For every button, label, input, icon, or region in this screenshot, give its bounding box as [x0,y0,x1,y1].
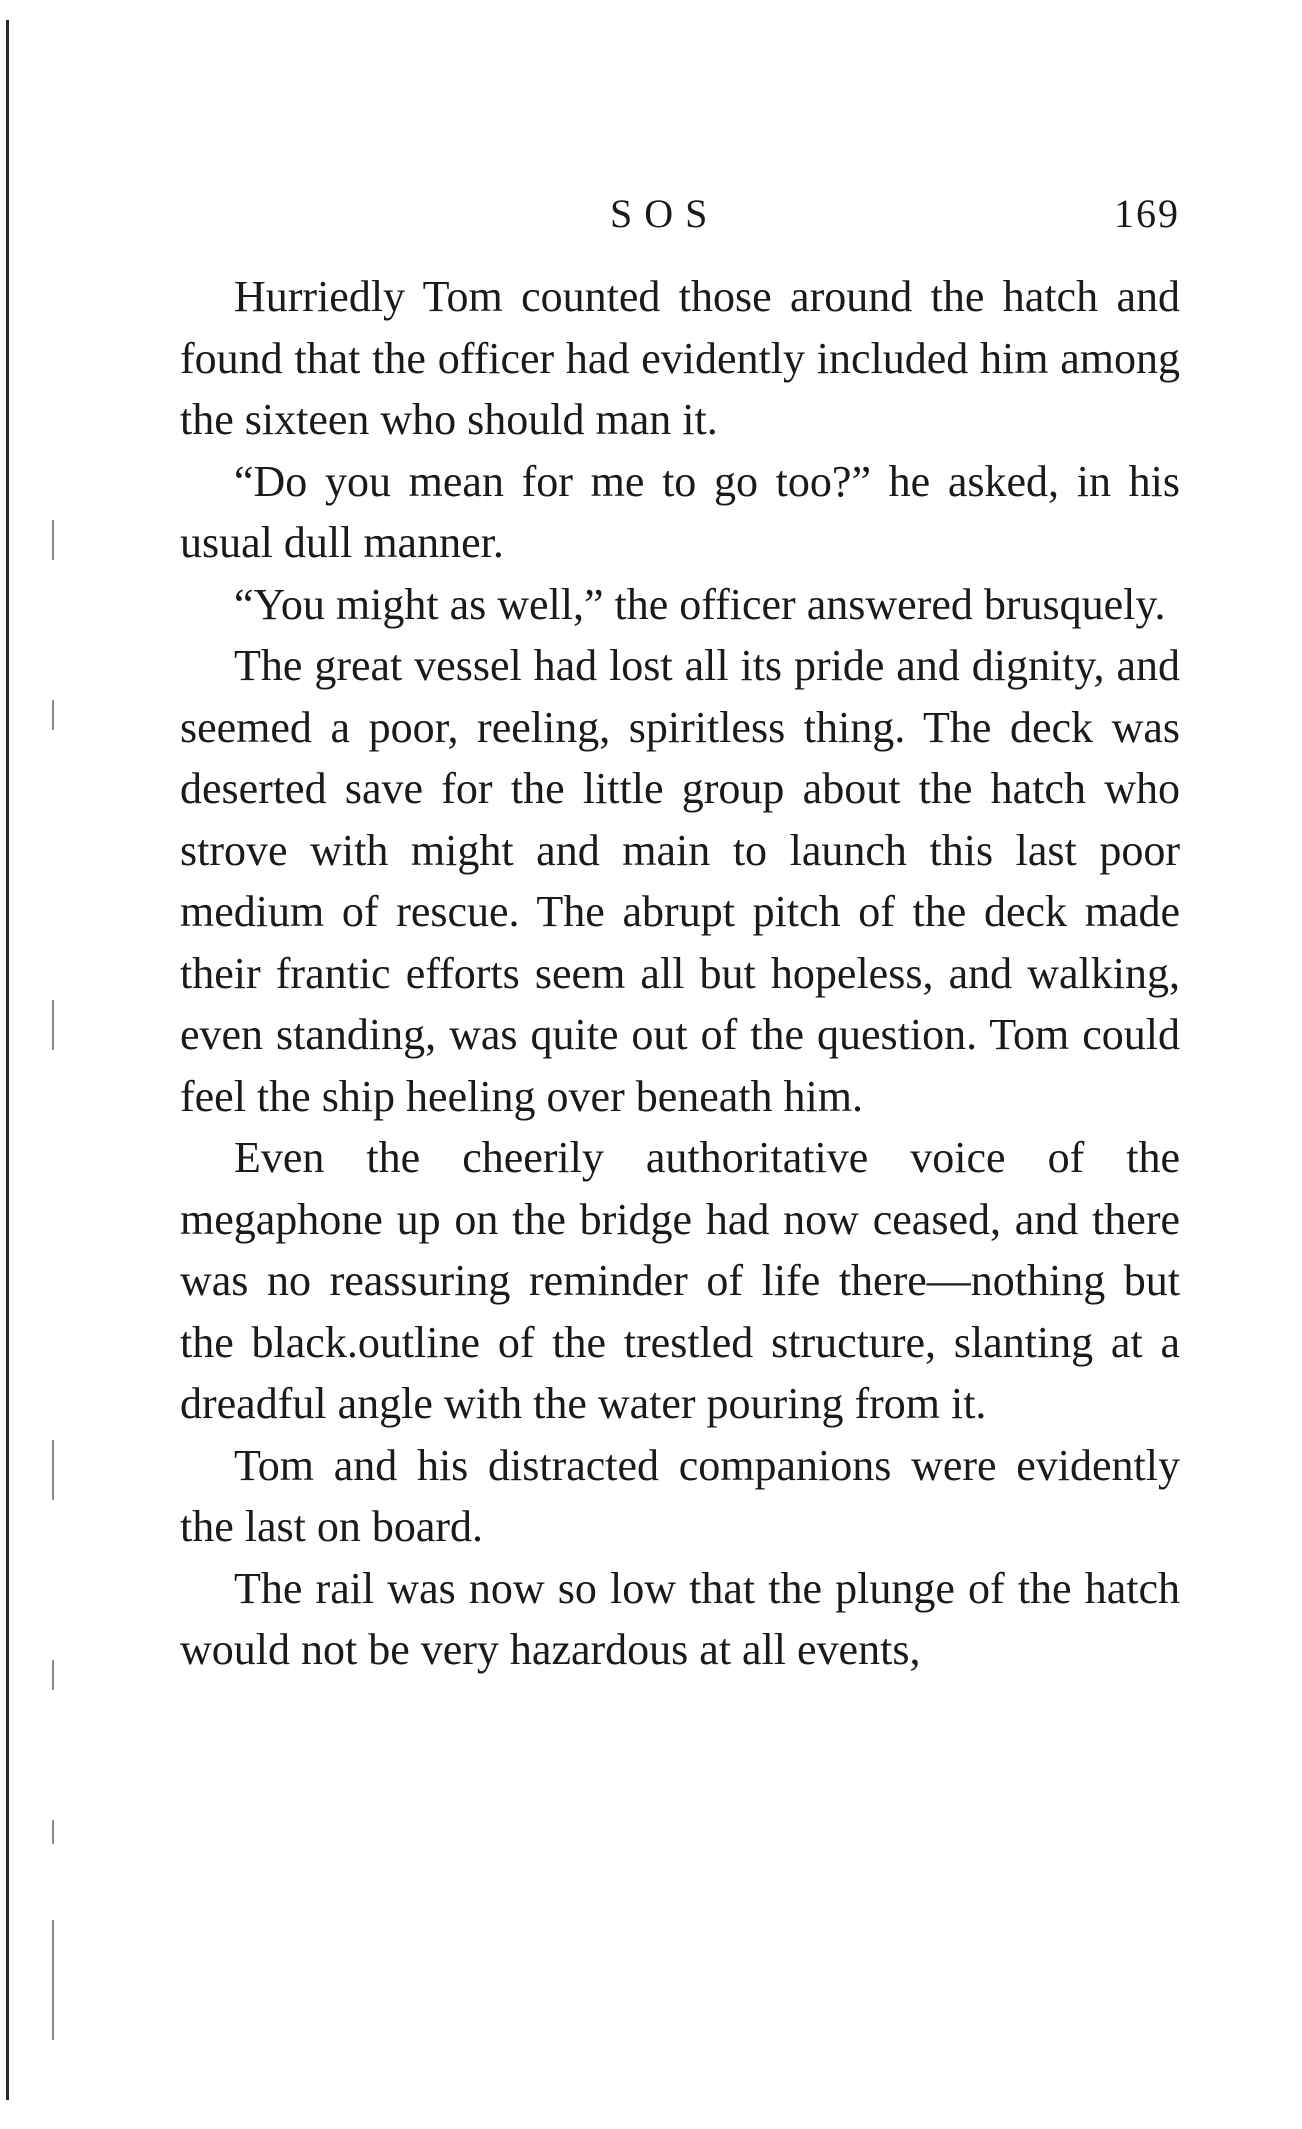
paragraph: Tom and his distracted companions were evidently the last on board. [180,1440,1180,1551]
paragraph: Even the cheerily authoritative voice of the megaphone up on the bridge had now ceased, and there was no reassuring reminder of life there—nothing but the black.outline of the trestled structure, slanting at a dreadful angle with the water pouring from it. [180,1133,1180,1428]
body-text [180,266,1180,1681]
paragraph: The rail was now so low that the plunge of the hatch would not be very hazardous at all events, [180,1563,1180,1674]
running-head [180,190,1180,250]
paragraph: The great vessel had lost all its pride and dignity, and seemed a poor, reeling, spiritless thing. The deck was deserted save for the little group about the hatch who strove with might and main to launch this last poor medium of rescue. The abrupt pitch of the deck made their frantic efforts seem all but hopeless, and walking, even standing, was quite out of the question. Tom could feel the ship heeling over beneath him. [180,641,1180,1121]
running-title: SOS [610,191,720,236]
paragraph: “Do you mean for me to go too?” he asked, in his usual dull manner. [180,456,1180,567]
page-number: 169 [1114,191,1180,236]
scan-edge-marks [52,0,54,2129]
page-binding-edge [6,20,9,2100]
paragraph: Hurriedly Tom counted those around the hatch and found that the officer had evidently included him among the sixteen who should man it. [180,272,1180,444]
paragraph: “You might as well,” the officer answered brusquely. [234,579,1166,629]
